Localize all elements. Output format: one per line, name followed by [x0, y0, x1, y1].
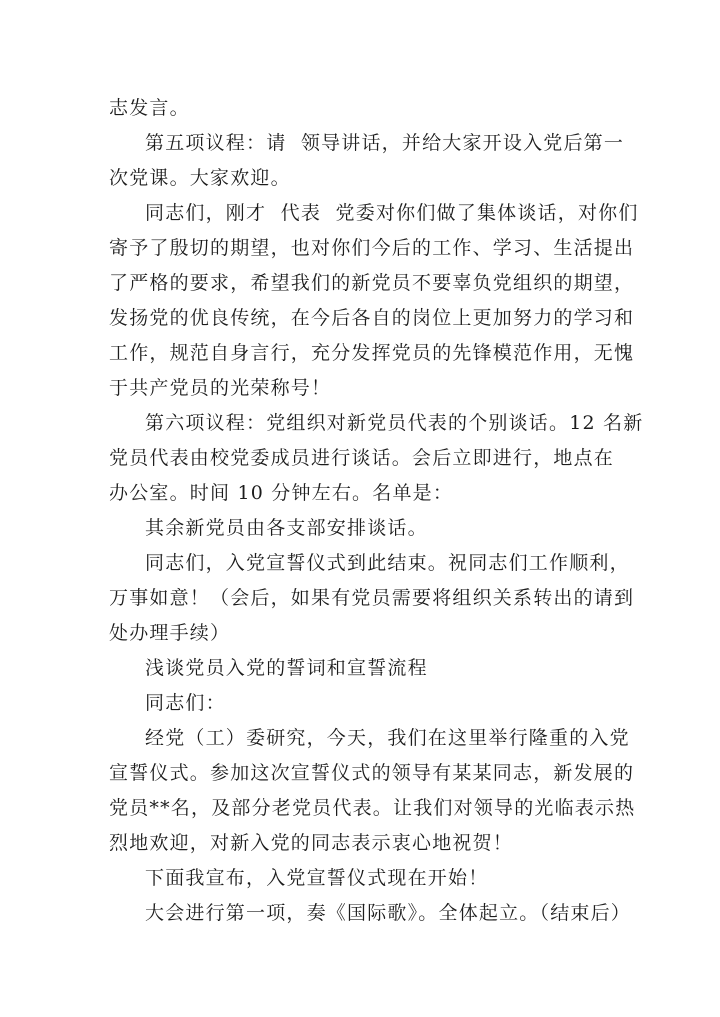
- text-line: 其余新党员由各支部安排谈话。: [145, 517, 428, 539]
- text-line: 宣誓仪式。参加这次宣誓仪式的领导有某某同志，新发展的: [109, 762, 635, 784]
- text-line: 万事如意！（会后，如果有党员需要将组织关系转出的请到: [109, 587, 635, 609]
- text-line: 党员**名，及部分老党员代表。让我们对领导的光临表示热: [109, 797, 636, 819]
- text-line: 烈地欢迎，对新入党的同志表示衷心地祝贺！: [109, 832, 514, 854]
- text-line: 次党课。大家欢迎。: [109, 167, 291, 189]
- text-line: 第五项议程：请 领导讲话，并给大家开设入党后第一: [145, 132, 625, 154]
- text-line: 发扬党的优良传统，在今后各自的岗位上更加努力的学习和: [109, 307, 635, 329]
- text-line: 志发言。: [109, 97, 190, 119]
- text-line: 同志们，入党宣誓仪式到此结束。祝同志们工作顺利，: [145, 552, 630, 574]
- text-line: 经党（工）委研究，今天，我们在这里举行隆重的入党: [145, 727, 630, 749]
- text-line: 寄予了殷切的期望，也对你们今后的工作、学习、生活提出: [109, 237, 635, 259]
- text-line: 处办理手续）: [109, 622, 231, 644]
- text-line: 下面我宣布，入党宣誓仪式现在开始！: [145, 867, 489, 889]
- text-line: 党员代表由校党委成员进行谈话。会后立即进行，地点在: [109, 447, 615, 469]
- text-line: 于共产党员的光荣称号！: [109, 377, 332, 399]
- salutation: 同志们：: [145, 692, 226, 714]
- text-line: 第六项议程：党组织对新党员代表的个别谈话。12 名新: [145, 412, 644, 434]
- text-line: 了严格的要求，希望我们的新党员不要辜负党组织的期望，: [109, 272, 635, 294]
- section-heading: 浅谈党员入党的誓词和宣誓流程: [145, 657, 428, 679]
- text-line: 工作，规范自身言行，充分发挥党员的先锋模范作用，无愧: [109, 342, 635, 364]
- text-line: 大会进行第一项，奏《国际歌》。全体起立。（结束后）: [145, 902, 632, 924]
- text-line: 同志们，刚才 代表 党委对你们做了集体谈话，对你们: [145, 202, 639, 224]
- text-line: 办公室。时间 10 分钟左右。名单是：: [109, 482, 454, 504]
